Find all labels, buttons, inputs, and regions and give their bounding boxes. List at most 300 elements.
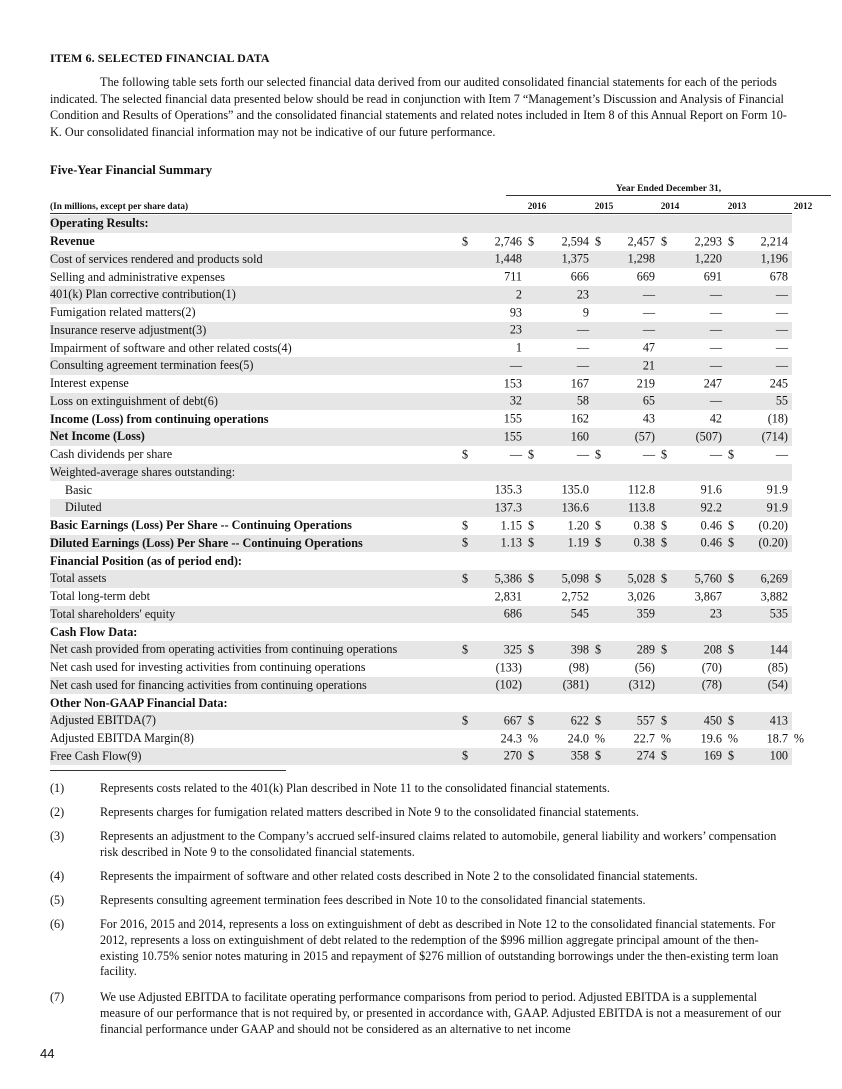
cell-value: 535	[769, 606, 788, 621]
cell-value: —	[576, 447, 589, 462]
table-cell	[659, 623, 726, 641]
table-row	[50, 268, 792, 286]
table-cell	[593, 464, 659, 482]
cell-value: 112.8	[628, 482, 655, 497]
cell-value: —	[775, 287, 788, 302]
cell-value: 24.0	[567, 731, 589, 746]
cell-value: 19.6	[700, 731, 722, 746]
table-row	[50, 304, 792, 322]
cell-value: 545	[570, 606, 589, 621]
year-header: 2014	[660, 202, 680, 212]
cell-value: 91.6	[700, 482, 722, 497]
table-cell	[593, 499, 659, 517]
footnote-text: We use Adjusted EBITDA to facilitate operating performance comparisons from period to period. Adjusted EBITDA is a supplemental measure of our performance that is not required by, or presented in accordance with, GAAP. Adjusted EBITDA is not a measurement of our financial performance under GAAP and should not be considered as an alternative to net income	[100, 990, 782, 1036]
table-cell	[526, 623, 593, 641]
table-cell	[726, 570, 792, 588]
dollar-sign: $	[728, 642, 735, 657]
table-cell	[726, 535, 792, 553]
cell-value: 43	[642, 411, 655, 426]
footnote	[50, 829, 792, 861]
table-cell	[726, 464, 792, 482]
footnote	[50, 869, 792, 885]
table-cell	[659, 552, 726, 570]
cell-value: 1,375	[561, 251, 589, 266]
cell-value: 359	[636, 606, 655, 621]
table-row	[50, 535, 792, 553]
cell-value: 135.3	[494, 482, 522, 497]
table-cell	[526, 730, 605, 748]
dollar-sign: $	[728, 518, 735, 533]
cell-value: 3,882	[760, 589, 788, 604]
row-label: Diluted	[50, 499, 460, 517]
table-cell	[526, 233, 593, 251]
table-row	[50, 428, 792, 446]
cell-value: 691	[703, 269, 722, 284]
cell-value: 47	[642, 340, 655, 355]
cell-value: 100	[769, 748, 788, 763]
cell-value: —	[509, 358, 522, 373]
row-label: Fumigation related matters(2)	[50, 305, 196, 320]
table-row	[50, 215, 792, 233]
cell-value: 91.9	[766, 500, 788, 515]
cell-value: —	[509, 447, 522, 462]
cell-value: 247	[703, 376, 722, 391]
cell-value: 1,448	[494, 251, 522, 266]
cell-value: —	[642, 287, 655, 302]
row-label: Net Income (Loss)	[50, 428, 460, 446]
dollar-sign: $	[462, 447, 469, 462]
table-cell	[526, 552, 593, 570]
cell-value: (54)	[767, 677, 788, 692]
table-cell	[726, 357, 792, 375]
dollar-sign: $	[728, 447, 735, 462]
year-header: 2016	[527, 202, 547, 212]
dollar-sign: $	[528, 571, 535, 586]
table-cell	[593, 641, 659, 659]
table-row	[50, 464, 792, 482]
cell-value: 160	[570, 429, 589, 444]
dollar-sign: $	[462, 535, 469, 550]
cell-value: 23	[709, 606, 722, 621]
table-row	[50, 730, 792, 748]
table-row	[50, 588, 792, 606]
dollar-sign: $	[462, 642, 469, 657]
intro-paragraph: The following table sets forth our selected financial data derived from our audited consolidated financial statements for each of the periods indicated. The selected financial data presented below should be read in conjunction with Item 7 “Management’s Discussion and Analysis of Financial Condition and Results of Operations” and the consolidated financial statements and related notes included in Item 8 of this Annual Report on Form 10-K. Our consolidated financial information may not be indicative of our future performance.	[50, 75, 787, 139]
table-cell	[726, 215, 792, 233]
row-label: Basic	[65, 482, 93, 497]
table-cell	[726, 641, 792, 659]
dollar-sign: $	[661, 713, 668, 728]
table-cell	[726, 748, 792, 766]
table-cell	[659, 606, 726, 624]
row-label: Impairment of software and other related costs(4)	[50, 340, 292, 355]
table-cell	[659, 641, 726, 659]
cell-value: 208	[703, 642, 722, 657]
table-cell	[726, 251, 792, 269]
dollar-sign: $	[462, 518, 469, 533]
cell-value: 0.46	[700, 535, 722, 550]
dollar-sign: $	[528, 642, 535, 657]
cell-value: 93	[509, 305, 522, 320]
cell-value: 3,867	[694, 589, 722, 604]
row-label: Other Non-GAAP Financial Data:	[50, 695, 228, 710]
cell-value: 113.8	[628, 500, 655, 515]
cell-value: 92.2	[700, 500, 722, 515]
year-header: 2015	[594, 202, 614, 212]
cell-value: 153	[503, 376, 522, 391]
dollar-sign: $	[528, 447, 535, 462]
table-cell	[659, 428, 726, 446]
table-cell	[593, 357, 659, 375]
dollar-sign: $	[595, 713, 602, 728]
footnote-divider	[50, 770, 286, 771]
cell-value: 6,269	[760, 571, 788, 586]
cell-value: 167	[570, 376, 589, 391]
table-cell	[460, 694, 526, 712]
cell-value: 91.9	[766, 482, 788, 497]
dollar-sign: $	[661, 571, 668, 586]
cell-value: —	[775, 322, 788, 337]
cell-value: 669	[636, 269, 655, 284]
table-cell	[593, 410, 659, 428]
cell-value: 32	[509, 393, 522, 408]
table-cell	[526, 322, 593, 340]
table-row	[50, 606, 792, 624]
table-cell	[460, 730, 538, 748]
cell-value: —	[709, 287, 722, 302]
summary-title: Five-Year Financial Summary	[50, 163, 213, 177]
table-row	[50, 357, 792, 375]
table-cell	[726, 428, 792, 446]
dollar-sign: $	[661, 748, 668, 763]
cell-value: —	[642, 447, 655, 462]
table-cell	[659, 730, 738, 748]
table-row	[50, 393, 792, 411]
table-cell	[593, 517, 659, 535]
row-label: Weighted-average shares outstanding:	[50, 464, 460, 482]
table-cell	[526, 517, 593, 535]
dollar-sign: $	[462, 234, 469, 249]
table-cell	[526, 375, 593, 393]
table-cell	[659, 357, 726, 375]
table-cell	[460, 588, 526, 606]
table-cell	[460, 712, 526, 730]
cell-value: —	[709, 393, 722, 408]
table-cell	[659, 464, 726, 482]
table-cell	[593, 659, 659, 677]
table-cell	[659, 251, 726, 269]
table-cell	[726, 677, 792, 695]
table-cell	[526, 748, 593, 766]
table-row	[50, 339, 792, 357]
table-cell	[526, 357, 593, 375]
table-cell	[526, 446, 593, 464]
row-label: Insurance reserve adjustment(3)	[50, 322, 460, 340]
table-cell	[460, 535, 526, 553]
table-cell	[460, 410, 526, 428]
table-cell	[593, 251, 659, 269]
table-row	[50, 623, 792, 641]
row-label: Net cash provided from operating activities from continuing operations	[50, 641, 460, 659]
table-cell	[460, 499, 526, 517]
cell-value: 678	[769, 269, 788, 284]
cell-value: 358	[570, 748, 589, 763]
table-cell	[726, 375, 792, 393]
cell-value: 1.15	[500, 518, 522, 533]
cell-value: 450	[703, 713, 722, 728]
footnote-text: Represents charges for fumigation related matters described in Note 9 to the consolidated financial statements.	[100, 805, 639, 819]
table-cell	[593, 339, 659, 357]
cell-value: (381)	[562, 677, 589, 692]
dollar-sign: $	[595, 518, 602, 533]
footnote-number: (6)	[50, 917, 65, 931]
year-header: 2013	[727, 202, 747, 212]
table-cell	[593, 535, 659, 553]
table-cell	[593, 322, 659, 340]
dollar-sign: $	[728, 535, 735, 550]
table-cell	[593, 304, 659, 322]
table-cell	[526, 339, 593, 357]
dollar-sign: $	[595, 535, 602, 550]
table-cell	[460, 428, 526, 446]
cell-value: —	[576, 340, 589, 355]
table-cell	[526, 659, 593, 677]
table-cell	[526, 428, 593, 446]
table-cell	[659, 304, 726, 322]
table-row	[50, 481, 792, 499]
table-row	[50, 641, 792, 659]
table-row	[50, 570, 792, 588]
cell-value: 1	[515, 340, 522, 355]
table-row	[50, 552, 792, 570]
row-label: Operating Results:	[50, 215, 460, 233]
table-cell	[726, 552, 792, 570]
table-cell	[460, 606, 526, 624]
table-row	[50, 659, 792, 677]
dollar-sign: $	[728, 234, 735, 249]
row-label: Selling and administrative expenses	[50, 269, 225, 284]
year-header: 2012	[793, 202, 813, 212]
percent-sign: %	[527, 731, 538, 746]
footnote	[50, 805, 792, 821]
table-cell	[659, 517, 726, 535]
page-number: 44	[40, 1046, 55, 1061]
cell-value: 2,752	[561, 589, 589, 604]
cell-value: 1.13	[500, 535, 522, 550]
table-cell	[526, 393, 593, 411]
table-cell	[659, 286, 726, 304]
cell-value: —	[709, 358, 722, 373]
cell-value: (18)	[767, 411, 788, 426]
table-cell	[726, 712, 792, 730]
table-cell	[460, 464, 526, 482]
cell-value: (102)	[495, 677, 522, 692]
table-cell	[526, 286, 593, 304]
cell-value: 622	[570, 713, 589, 728]
row-label: Cost of services rendered and products sold	[50, 251, 460, 269]
cell-value: —	[709, 322, 722, 337]
table-row	[50, 286, 792, 304]
cell-value: 1,220	[694, 251, 722, 266]
table-cell	[659, 535, 726, 553]
cell-value: (85)	[767, 660, 788, 675]
dollar-sign: $	[528, 748, 535, 763]
row-label: Loss on extinguishment of debt(6)	[50, 393, 460, 411]
table-row	[50, 251, 792, 269]
table-cell	[526, 588, 593, 606]
table-cell	[593, 694, 659, 712]
table-cell	[526, 304, 593, 322]
table-cell	[659, 268, 726, 286]
cell-value: 5,386	[494, 571, 522, 586]
table-cell	[593, 748, 659, 766]
table-cell	[659, 499, 726, 517]
table-cell	[593, 393, 659, 411]
cell-value: (0.20)	[758, 535, 788, 550]
cell-value: —	[775, 447, 788, 462]
table-cell	[593, 233, 659, 251]
footnote	[50, 781, 792, 797]
table-cell	[526, 641, 593, 659]
cell-value: 21	[642, 358, 655, 373]
dollar-sign: $	[528, 535, 535, 550]
cell-value: 1,196	[760, 251, 788, 266]
dollar-sign: $	[462, 571, 469, 586]
table-cell	[726, 446, 792, 464]
table-cell	[526, 215, 593, 233]
table-cell	[526, 251, 593, 269]
table-cell	[659, 410, 726, 428]
dollar-sign: $	[661, 535, 668, 550]
table-cell	[460, 339, 526, 357]
table-cell	[526, 499, 593, 517]
percent-sign: %	[660, 731, 671, 746]
cell-value: —	[709, 340, 722, 355]
cell-value: 219	[636, 376, 655, 391]
footnote-text: Represents the impairment of software and other related costs described in Note 2 to the consolidated financial statements.	[100, 869, 698, 883]
row-label: Cash Flow Data:	[50, 624, 138, 639]
dollar-sign: $	[661, 642, 668, 657]
table-cell	[726, 694, 792, 712]
cell-value: 137.3	[494, 500, 522, 515]
dollar-sign: $	[661, 518, 668, 533]
cell-value: (0.20)	[758, 518, 788, 533]
table-cell	[460, 641, 526, 659]
dollar-sign: $	[528, 234, 535, 249]
cell-value: 18.7	[766, 731, 788, 746]
cell-value: 667	[503, 713, 522, 728]
percent-sign: %	[727, 731, 738, 746]
table-cell	[593, 606, 659, 624]
table-cell	[460, 659, 526, 677]
cell-value: 5,760	[694, 571, 722, 586]
cell-value: 2,594	[561, 234, 589, 249]
cell-value: 9	[582, 305, 589, 320]
cell-value: 686	[503, 606, 522, 621]
row-label: Total shareholders' equity	[50, 606, 460, 624]
cell-value: (312)	[628, 677, 655, 692]
table-cell	[726, 393, 792, 411]
row-label: Consulting agreement termination fees(5)	[50, 357, 460, 375]
footnote	[50, 917, 792, 980]
table-cell	[593, 570, 659, 588]
table-cell	[460, 375, 526, 393]
table-cell	[593, 375, 659, 393]
cell-value: 155	[503, 411, 522, 426]
cell-value: 666	[570, 269, 589, 284]
table-cell	[460, 304, 526, 322]
table-cell	[460, 215, 526, 233]
table-cell	[460, 677, 526, 695]
cell-value: —	[775, 358, 788, 373]
footnote-text: Represents an adjustment to the Company’s accrued self-insured claims related to automobile, general liability and workers’ compensation risk described in Note 9 to the consolidated financial statements.	[100, 829, 777, 859]
cell-value: (70)	[701, 660, 722, 675]
row-label: Financial Position (as of period end):	[50, 553, 242, 568]
table-cell	[526, 268, 593, 286]
percent-sign: %	[594, 731, 605, 746]
cell-value: 155	[503, 429, 522, 444]
table-row	[50, 677, 792, 695]
cell-value: (133)	[495, 660, 522, 675]
cell-value: 23	[576, 287, 589, 302]
table-cell	[593, 712, 659, 730]
dollar-sign: $	[595, 748, 602, 763]
table-cell	[460, 481, 526, 499]
cell-value: (507)	[695, 429, 722, 444]
table-cell	[659, 588, 726, 606]
table-cell	[460, 570, 526, 588]
percent-sign: %	[793, 731, 804, 746]
table-cell	[593, 286, 659, 304]
table-cell	[526, 570, 593, 588]
table-cell	[593, 730, 671, 748]
dollar-sign: $	[528, 518, 535, 533]
cell-value: 22.7	[633, 731, 655, 746]
table-cell	[460, 268, 526, 286]
table-cell	[526, 535, 593, 553]
cell-value: 413	[769, 713, 788, 728]
footnote-number: (3)	[50, 829, 65, 843]
table-cell	[726, 606, 792, 624]
table-row	[50, 712, 792, 730]
table-cell	[659, 375, 726, 393]
table-cell	[659, 748, 726, 766]
cell-value: —	[576, 358, 589, 373]
table-cell	[659, 694, 726, 712]
dollar-sign: $	[728, 713, 735, 728]
table-cell	[460, 251, 526, 269]
cell-value: 270	[503, 748, 522, 763]
table-cell	[593, 215, 659, 233]
cell-value: 2,214	[760, 234, 788, 249]
cell-value: 169	[703, 748, 722, 763]
table-cell	[526, 712, 593, 730]
cell-value: 2,746	[494, 234, 522, 249]
cell-value: 398	[570, 642, 589, 657]
cell-value: 2,831	[494, 589, 522, 604]
footnote	[50, 893, 792, 909]
table-cell	[659, 570, 726, 588]
footnote	[50, 990, 792, 1037]
table-cell	[460, 446, 526, 464]
table-row	[50, 499, 792, 517]
row-label: 401(k) Plan corrective contribution(1)	[50, 286, 460, 304]
row-label: Cash dividends per share	[50, 447, 173, 462]
footnote-text: For 2016, 2015 and 2014, represents a loss on extinguishment of debt as described in Note 12 to the consolidated financial statements. For 2012, represents a loss on extinguishment of debt related to the redemption of the $996 million aggregate principal amount of the then-existing 10.75% senior notes maturing in 2015 and repayment of $276 million of outstanding borrowings under the then-existing term loan facility.	[100, 917, 779, 979]
table-cell	[726, 268, 792, 286]
table-cell	[526, 677, 593, 695]
table-row	[50, 446, 792, 464]
